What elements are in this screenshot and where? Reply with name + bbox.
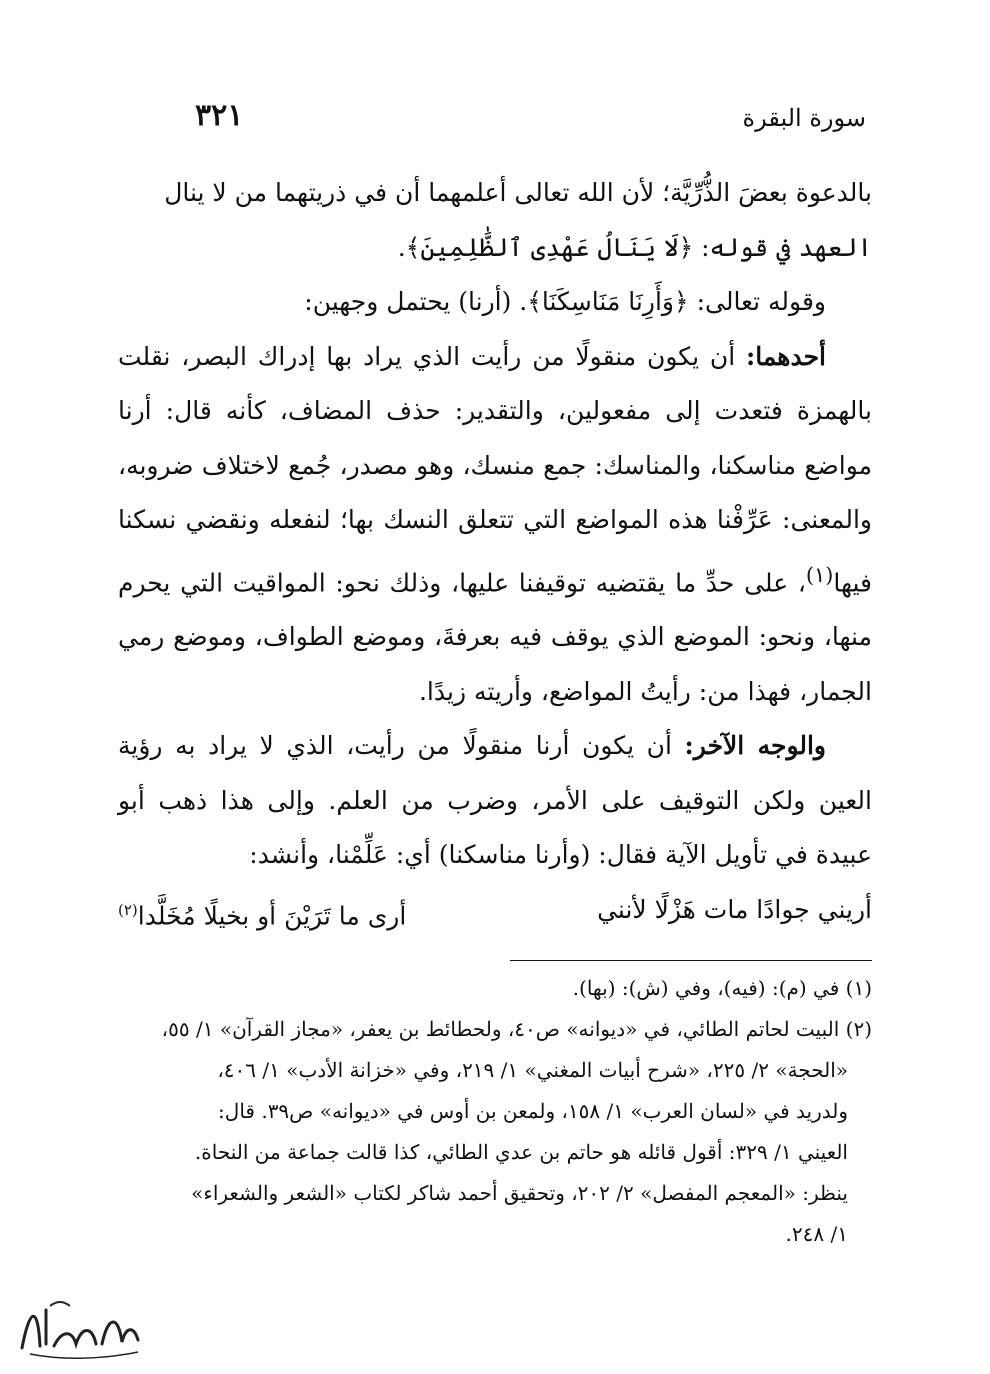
text-line: العهد في قوله: ﴿لَا يَنَالُ عَهْدِى ٱلظَّٰلِمِينَ﴾. [397, 232, 872, 262]
footnotes [118, 968, 872, 1255]
footnote: (١) في (م): (فيه)، وفي (ش): (بها). [572, 976, 872, 1000]
running-head: سورة البقرة [742, 104, 866, 132]
footnote-line: «الحجة» ٢/ ٢٢٥، «شرح أبيات المغني» ١/ ٢١٩، وفي «خزانة الأدب» ١/ ٤٠٦، [217, 1058, 848, 1082]
watermark-logo [10, 1286, 150, 1366]
paragraph-first-aspect [118, 330, 872, 720]
footnote: (٢) البيت لحاتم الطائي، في «ديوانه» ص٤٠، ولحطائط بن يعفر، «مجاز القرآن» ١/ ٥٥، [161, 1017, 872, 1041]
paragraph-lead: والوجه الآخر: [684, 731, 826, 761]
footnote-line: ينظر: «المعجم المفصل» ٢/ ٢٠٢، وتحقيق أحمد شاكر لكتاب «الشعر والشعراء» [191, 1181, 848, 1205]
text-line: وقوله تعالى: ﴿وَأَرِنَا مَنَاسِكَنَا﴾. (أرنا) يحتمل وجهين: [304, 287, 826, 316]
calligraphy-logo-icon [10, 1286, 150, 1366]
main-text [118, 166, 872, 944]
footnote-marker: (١) [805, 562, 834, 587]
text-line: بالدعوة بعضَ الذُّرِّيَّة؛ لأن الله تعالى أعلمهما أن في ذريتهما من لا ينال [164, 178, 872, 207]
footnote-line: ولدريد في «لسان العرب» ١/ ١٥٨، ولمعن بن أوس في «ديوانه» ص٣٩. قال: [218, 1099, 848, 1123]
footnote-divider [510, 960, 872, 961]
paragraph-lead: أحدهما: [745, 341, 826, 371]
footnote-line: العيني ١/ ٣٢٩: أقول قائله هو حاتم بن عدي الطائي، كذا قالت جماعة من النحاة. [194, 1140, 848, 1164]
page-number: ٣٢١ [195, 98, 244, 133]
paragraph-text: أن يكون أرنا منقولًا من رأيت، الذي لا يراد به رؤية العين ولكن التوقيف على الأمر، وضرب من العلم. وإلى هذا ذهب أبو عبيدة في تأويل الآية فقال: (وأرنا مناسكنا) أي: عَلِّمْنا، وأنشد: [118, 731, 872, 870]
footnote-marker: (٢) [118, 900, 138, 919]
verse-hemistich-1: أريني جوادًا مات هَزْلًا لأنني [597, 894, 872, 924]
poetry-verse [118, 883, 872, 944]
paragraph-text: ، على حدِّ ما يقتضيه توقيفنا عليها، وذلك نحو: المواقيت التي يحرم منها، ونحو: الموضع الذي يوقف فيه بعرفةَ، وموضع الطواف، وموضع رمي الجمار، فهذا من: رأيتُ المواضع، وأريته زيدًا. [118, 567, 872, 706]
footnote-line: ١/ ٢٤٨. [785, 1222, 848, 1246]
verse-hemistich-2: أرى ما تَرَيْنَ أو بخيلًا مُخَلَّدا$^{(٢)}$ [118, 900, 407, 931]
paragraph-text: أن يكون منقولًا من رأيت الذي يراد بها إدراك البصر، نقلت بالهمزة فتعدت إلى مفعولين، والتقدير: حذف المضاف، كأنه قال: أرنا مواضع مناسكنا، والمناسك: جمع منسك، وهو مصدر، جُمع لاختلاف ضروبه، والمعنى: عَرِّفْنا هذه المواضع التي تتعلق النسك بها؛ لنفعله ونقضي نسكنا فيها [118, 341, 872, 597]
paragraph-second-aspect [118, 719, 872, 883]
